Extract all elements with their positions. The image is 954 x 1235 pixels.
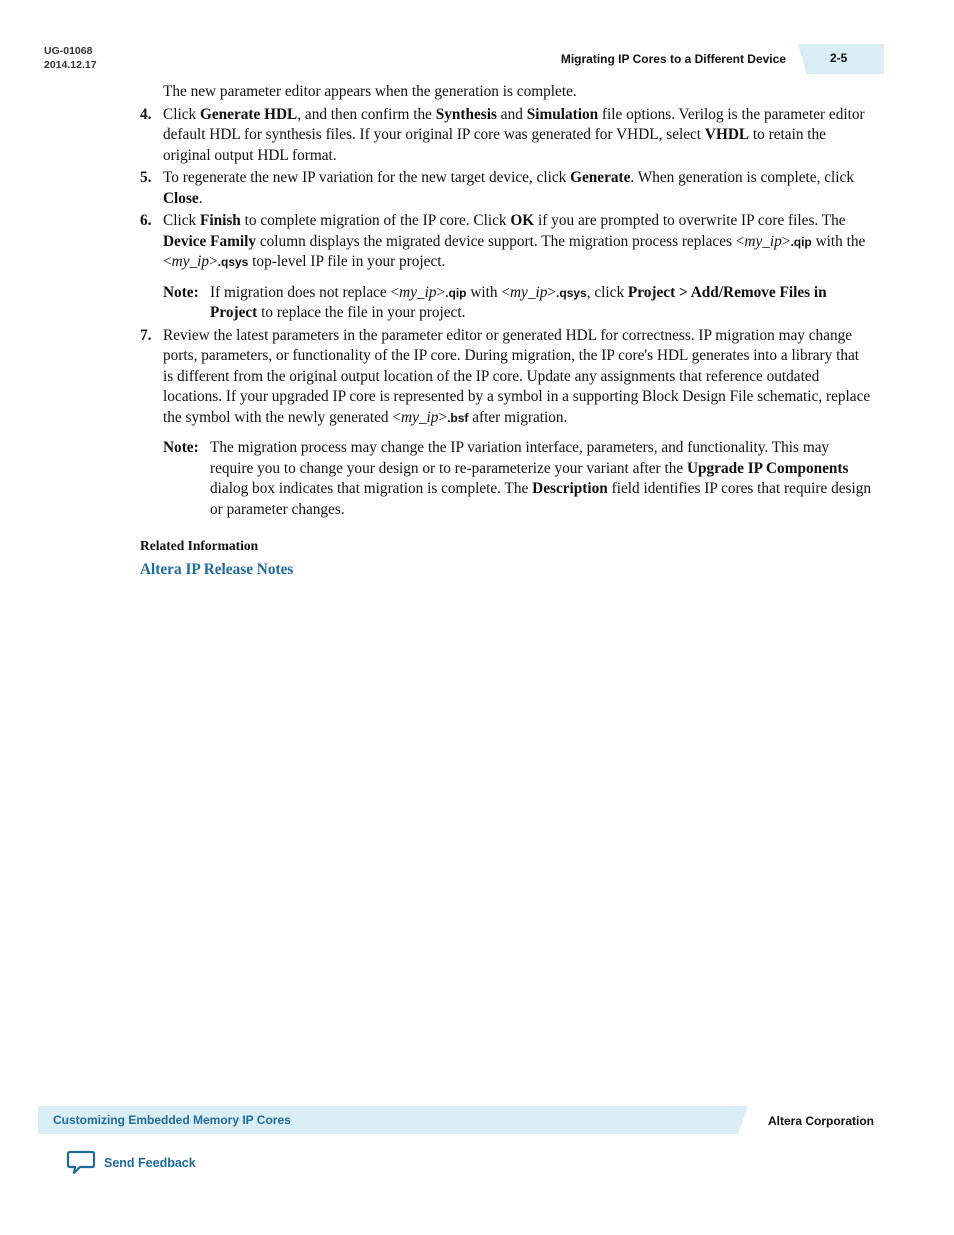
text-run: The migration process may change the IP variation interface, parameters, and functionality. This may require you to change your design or to re-parameterize your variant after the: [210, 439, 830, 477]
text-run: file options. Verilog is the parameter editor default HDL for synthesis files. If your original IP core was generated for VHDL, select: [163, 105, 865, 143]
send-feedback-button[interactable]: [66, 1150, 196, 1176]
file-extension: .bsf: [447, 410, 469, 425]
bold-term: Description: [532, 480, 608, 497]
bold-term: Generate: [570, 169, 631, 186]
speech-bubble-icon: [66, 1150, 96, 1176]
steps-list: [140, 105, 872, 521]
italic-placeholder: my_ip: [744, 232, 782, 250]
text-run: >: [209, 253, 218, 270]
page-number: 2-5: [830, 51, 848, 65]
bold-term: VHDL: [704, 126, 750, 143]
bold-term: Upgrade IP Components: [686, 459, 849, 477]
step-number: 4.: [140, 105, 152, 123]
document-meta: [44, 44, 97, 72]
file-extension: .qsys: [217, 255, 249, 269]
text-run: if you are prompted to overwrite IP core files. The: [534, 212, 846, 229]
italic-placeholder: my_ip: [171, 253, 210, 270]
intro-paragraph: The new parameter editor appears when the generation is complete.: [163, 83, 577, 100]
italic-placeholder: my_ip: [399, 283, 437, 301]
note-label: Note:: [163, 439, 199, 456]
file-extension: .qip: [790, 234, 812, 249]
bold-term: Simulation: [526, 105, 599, 123]
italic-placeholder: my_ip: [510, 283, 548, 301]
step-item: [140, 211, 872, 273]
bold-term: Generate HDL: [199, 105, 298, 123]
step-text: [163, 105, 872, 167]
text-run: Review the latest parameters in the parameter editor or generated HDL for correctness. IP migration may change ports, parameters, or functionality of the IP core. During migration, the IP core's HDL generates into a library that is different from the original output location of the IP core. Update any assignments that reference outdated locations. If your upgraded IP core is represented by a symbol in a supporting Block Design File schematic, replace the symbol with the newly generated <: [163, 326, 871, 426]
text-run: >: [438, 408, 448, 426]
file-extension: .qsys: [556, 285, 587, 300]
text-run: to complete migration of the IP core. Click: [240, 212, 511, 229]
step-item: [140, 105, 872, 167]
note-text: [210, 283, 872, 324]
bold-term: Device Family: [163, 232, 257, 250]
related-information-heading: Related Information: [140, 538, 259, 553]
header-title: Migrating IP Cores to a Different Device: [560, 52, 786, 66]
text-run: >: [781, 232, 791, 250]
main-content: [140, 82, 872, 580]
text-run: with the <: [163, 232, 866, 270]
footer-title[interactable]: Customizing Embedded Memory IP Cores: [53, 1113, 291, 1127]
bold-term: Finish: [199, 212, 241, 229]
text-run: Click: [163, 212, 200, 229]
step-text: [163, 211, 872, 273]
document-date: 2014.12.17: [44, 59, 97, 71]
bold-term: Project > Add/Remove Files in Project: [210, 283, 827, 321]
text-run: column displays the migrated device support. The migration process replaces <: [256, 232, 745, 250]
text-run: >: [436, 283, 446, 301]
step-number: 6.: [140, 212, 152, 229]
text-run: , click: [586, 283, 628, 301]
document-id: UG-01068: [44, 45, 93, 57]
note-label: Note:: [163, 283, 199, 301]
text-run: with <: [466, 283, 510, 301]
note-block: [163, 283, 872, 324]
bold-term: Close: [163, 189, 199, 207]
text-run: Click: [163, 105, 200, 123]
note-text: [210, 438, 872, 520]
italic-placeholder: my_ip: [401, 408, 439, 426]
altera-ip-release-notes-link[interactable]: Altera IP Release Notes: [140, 560, 294, 578]
step-item: [140, 168, 872, 209]
text-run: .: [198, 189, 203, 207]
text-run: to retain the original output HDL format.: [163, 126, 826, 164]
text-run: . When generation is complete, click: [630, 169, 854, 186]
step-number: 5.: [140, 169, 152, 186]
text-run: If migration does not replace <: [210, 283, 400, 301]
step-number: 7.: [140, 326, 152, 344]
note-block: [163, 438, 872, 520]
footer-company: Altera Corporation: [767, 1114, 874, 1128]
bold-term: Synthesis: [435, 105, 497, 123]
text-run: field identifies IP cores that require design or parameter changes.: [210, 480, 872, 518]
text-run: To regenerate the new IP variation for the new target device, click: [163, 169, 571, 186]
bold-term: OK: [510, 212, 535, 229]
text-run: top-level IP file in your project.: [248, 253, 446, 270]
text-run: to replace the file in your project.: [257, 304, 466, 321]
text-run: after migration.: [468, 408, 568, 426]
text-run: , and then confirm the: [297, 105, 436, 123]
step-text: [163, 326, 872, 429]
file-extension: .qip: [445, 285, 467, 300]
step-item: [140, 326, 872, 429]
text-run: dialog box indicates that migration is complete. The: [210, 480, 533, 497]
send-feedback-label: Send Feedback: [104, 1156, 196, 1170]
text-run: >: [547, 283, 557, 301]
text-run: and: [496, 105, 527, 123]
step-text: [163, 168, 872, 209]
